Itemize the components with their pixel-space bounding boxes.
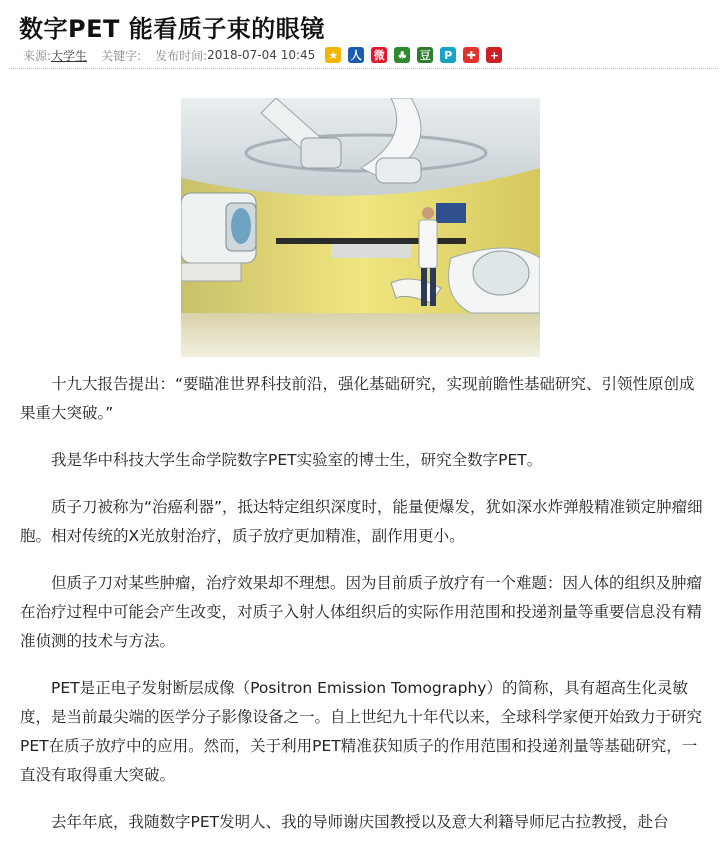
more-share-icon[interactable]: + <box>486 47 502 63</box>
renren-icon[interactable]: 人 <box>348 47 364 63</box>
article-meta <box>23 45 502 65</box>
article-title: 数字PET 能看质子束的眼镜 <box>19 15 325 43</box>
article-paragraph: PET是正电子发射断层成像（Positron Emission Tomography）的简称，具有超高生化灵敏度，是当前最尖端的医学分子影像设备之一。自上世纪九十年代以来，全球科学家便开始致力于研究PET在质子放疗中的应用。然而，关于利用PET精准获知质子的作用范围和投递剂量等基础研究，一直没有取得重大突破。 <box>20 679 703 784</box>
published-label: 发布时间: <box>155 48 208 63</box>
article-paragraph: 我是华中科技大学生命学院数字PET实验室的博士生，研究全数字PET。 <box>51 451 543 469</box>
article-photo <box>181 98 540 357</box>
weibo-icon[interactable]: 微 <box>371 47 387 63</box>
article-paragraph: 质子刀被称为“治癌利器”，抵达特定组织深度时，能量便爆发，犹如深水炸弹般精准锁定肿瘤细胞。相对传统的X光放射治疗，质子放疗更加精准，副作用更小。 <box>20 498 703 545</box>
tencent-icon[interactable]: ✚ <box>463 47 479 63</box>
proton-therapy-room-photo <box>181 98 540 357</box>
article-body <box>20 370 708 855</box>
source-link[interactable]: 大学生 <box>51 48 88 63</box>
title-divider <box>9 68 718 69</box>
share-bar <box>325 47 502 63</box>
qzone-icon[interactable]: ★ <box>325 47 341 63</box>
article-paragraph: 十九大报告提出：“要瞄准世界科技前沿，强化基础研究，实现前瞻性基础研究、引领性原创成果重大突破。” <box>20 375 695 422</box>
article-paragraph: 但质子刀对某些肿瘤，治疗效果却不理想。因为目前质子放疗有一个难题：因人体的组织及肿瘤在治疗过程中可能会产生改变，对质子入射人体组织后的实际作用范围和投递剂量等重要信息没有精准侦测的技术与方法。 <box>20 574 703 650</box>
wechat-icon[interactable]: P <box>440 47 456 63</box>
source-label: 来源: <box>23 48 52 63</box>
published-date: 2018-07-04 10:45 <box>207 48 316 62</box>
kaixin-icon[interactable]: ♣ <box>394 47 410 63</box>
keywords-label: 关键字: <box>101 48 142 63</box>
douban-icon[interactable]: 豆 <box>417 47 433 63</box>
article-paragraph: 去年年底，我随数字PET发明人、我的导师谢庆国教授以及意大利籍导师尼古拉教授，赴台 <box>51 813 669 831</box>
